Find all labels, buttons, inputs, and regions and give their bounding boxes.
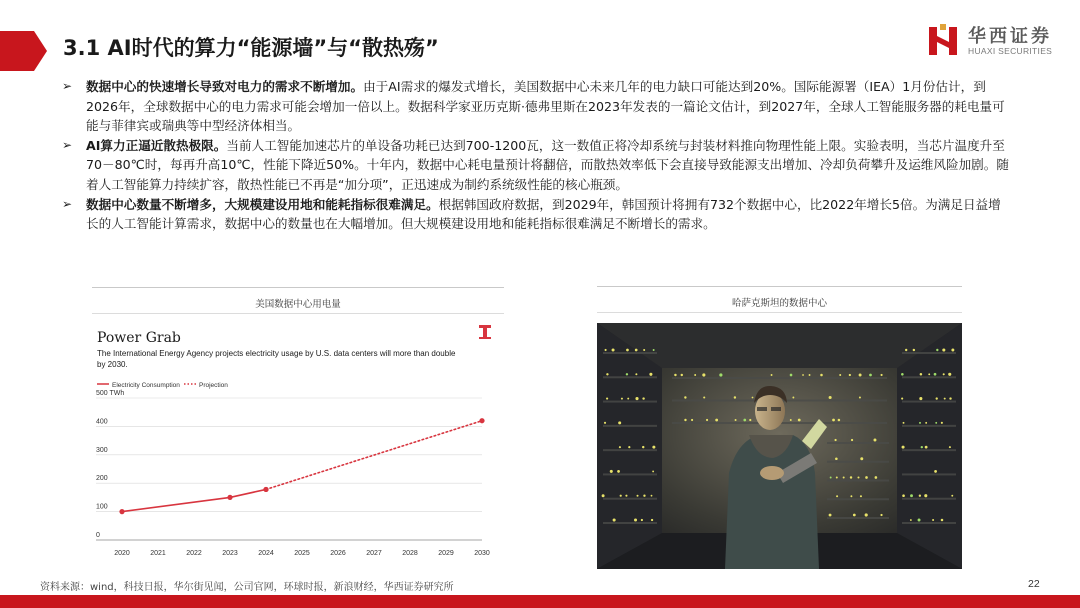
status-light — [839, 374, 841, 376]
right-panel-caption: 哈萨克斯坦的数据中心 — [731, 298, 827, 309]
x-tick-label: 2030 — [474, 550, 490, 557]
status-light — [941, 519, 944, 522]
status-light — [684, 396, 686, 398]
status-light — [949, 397, 951, 399]
status-light — [865, 513, 868, 516]
status-light — [719, 373, 722, 376]
data-point — [119, 509, 124, 514]
status-light — [850, 495, 852, 497]
status-light — [951, 495, 953, 497]
status-light — [625, 495, 627, 497]
rack-shelf — [827, 461, 889, 463]
status-light — [836, 476, 838, 478]
status-light — [875, 476, 878, 479]
status-light — [860, 457, 863, 460]
status-light — [873, 439, 876, 442]
rack-shelf — [603, 522, 657, 524]
rack-shelf — [902, 498, 956, 500]
arrow-bullet-icon: ➢ — [62, 196, 73, 211]
y-tick-label: 200 — [96, 475, 108, 483]
status-light — [771, 374, 773, 376]
status-light — [620, 495, 622, 497]
status-light — [743, 419, 746, 422]
x-tick-label: 2022 — [186, 550, 202, 557]
y-tick-label: 100 — [96, 503, 108, 511]
status-light — [691, 419, 693, 421]
title-accent-bar — [0, 31, 47, 71]
bullet-body: 由于AI需求的爆发式增长，美国数据中心未来几年的电力缺口可能达到20%。国际能源署（IEA）1月份估计，到2026年，全球数据中心的电力需求可能会增加一倍以上。数据科学家亚历克斯·德弗里斯在2023年发表的一篇论文估计，到2027年，全球人工智能服务器的耗电量可能与菲律宾或瑞典等中型经济体相当。 — [86, 79, 1005, 134]
footer-accent-bar — [0, 595, 1080, 608]
status-light — [617, 470, 620, 473]
status-light — [798, 419, 801, 422]
chart-subtitle-line-2: by 2030. — [97, 360, 128, 369]
chart-legend — [97, 382, 228, 389]
panel-caption-rule — [92, 313, 504, 314]
status-light — [919, 422, 921, 424]
status-light — [735, 419, 737, 421]
status-light — [606, 373, 608, 375]
status-light — [925, 422, 927, 424]
status-light — [859, 374, 862, 377]
status-light — [604, 422, 606, 424]
status-light — [853, 514, 856, 517]
status-light — [838, 419, 841, 422]
rack-shelf — [603, 449, 657, 451]
status-light — [921, 446, 923, 448]
status-light — [641, 519, 643, 521]
status-light — [901, 373, 904, 376]
status-light — [905, 349, 907, 351]
status-light — [652, 446, 655, 449]
status-light — [809, 374, 811, 376]
status-light — [606, 398, 608, 400]
rack-shelf — [902, 522, 956, 524]
bullet-lead: AI算力正逼近散热极限。 — [86, 137, 227, 153]
status-light — [910, 519, 912, 521]
company-logo — [928, 24, 1068, 60]
y-tick-label: 0 — [96, 532, 100, 539]
brand-mark-icon — [479, 325, 491, 339]
status-light — [936, 349, 938, 351]
status-light — [934, 373, 937, 376]
status-light — [829, 514, 832, 517]
status-light — [949, 446, 951, 448]
status-light — [880, 374, 882, 376]
y-axis-ticks — [96, 390, 124, 539]
rack-shelf — [603, 401, 657, 403]
status-light — [602, 494, 605, 497]
bullet-list — [60, 77, 1010, 234]
status-light — [857, 476, 859, 478]
status-light — [834, 439, 836, 441]
status-light — [619, 446, 621, 448]
status-light — [792, 397, 794, 399]
status-light — [835, 457, 838, 460]
status-light — [925, 446, 928, 449]
status-light — [674, 374, 676, 376]
status-light — [869, 374, 872, 377]
status-light — [910, 494, 913, 497]
status-light — [934, 470, 937, 473]
rack-shelf — [902, 376, 956, 378]
status-light — [605, 349, 607, 351]
x-tick-label: 2029 — [438, 550, 454, 557]
status-light — [610, 470, 613, 473]
panel-top-rule — [597, 286, 962, 287]
rack-shelf — [902, 425, 956, 427]
status-light — [635, 397, 638, 400]
status-light — [859, 396, 861, 398]
status-light — [941, 422, 943, 424]
rack-shelf — [902, 401, 956, 403]
status-light — [715, 419, 718, 422]
page-number: 22 — [1028, 578, 1040, 590]
status-light — [902, 446, 905, 449]
status-light — [635, 373, 637, 375]
y-tick-label: 300 — [96, 446, 108, 454]
status-light — [948, 373, 951, 376]
status-light — [932, 519, 934, 521]
status-light — [734, 396, 736, 398]
status-light — [865, 476, 868, 479]
bullet-body: 当前人工智能加速芯片的单设备功耗已达到700-1200瓦，这一数值正将冷却系统与封装材料推向物理性能上限。实验表明，当芯片温度升至70－80℃时，每再升高10℃，性能下降近50%。十年内，数据中心耗电量预计将翻倍，而散热效率低下会直接导致能源支出增加、冷却负荷攀升及运维风险加剧。随着人工智能算力持续扩容，散热性能已不再是“加分项”，正迅速成为制约系统级性能的核心瓶颈。 — [86, 137, 1009, 192]
legend-label: Projection — [199, 382, 228, 389]
rack-shelf — [902, 449, 956, 451]
status-light — [653, 349, 655, 351]
arrow-bullet-icon: ➢ — [62, 137, 73, 152]
source-note: 资料来源：wind，科技日报，华尔街见闻，公司官网，环球时报，新浪财经，华西证券研究所 — [40, 582, 454, 593]
rack-shelf — [603, 473, 657, 475]
status-light — [684, 419, 686, 421]
left-panel-caption: 美国数据中心用电量 — [255, 299, 341, 310]
status-light — [651, 495, 653, 497]
status-light — [628, 446, 630, 448]
status-light — [618, 421, 621, 424]
rack-shelf — [603, 376, 657, 378]
rack-shelf — [827, 498, 889, 500]
bullet-lead: 数据中心数量不断增多，大规模建设用地和能耗指标很难满足。 — [86, 196, 439, 212]
status-light — [902, 494, 905, 497]
status-light — [920, 373, 923, 376]
status-light — [694, 374, 696, 376]
status-light — [621, 398, 623, 400]
chart-title: Power Grab — [97, 330, 181, 346]
logo-text-en: HUAXI SECURITIES — [968, 46, 1053, 56]
status-light — [860, 495, 862, 497]
chart-subtitle-line-1: The International Energy Agency projects electricity usage by U.S. data centers will more than double — [97, 349, 456, 358]
x-tick-label: 2021 — [150, 550, 166, 557]
status-light — [918, 519, 921, 522]
x-tick-label: 2020 — [114, 550, 130, 557]
logo-text-cn: 华西证券 — [968, 26, 1052, 47]
y-tick-label: 400 — [96, 418, 108, 426]
status-light — [626, 349, 629, 352]
x-tick-label: 2024 — [258, 550, 274, 557]
status-light — [849, 374, 851, 376]
consumption-line — [122, 489, 266, 511]
bullet-item — [60, 195, 1010, 234]
status-light — [635, 349, 638, 352]
x-tick-label: 2023 — [222, 550, 238, 557]
status-light — [612, 348, 615, 351]
panel-caption-rule — [597, 312, 962, 313]
status-light — [613, 518, 616, 521]
status-light — [642, 446, 644, 448]
y-tick-label: 500 TWh — [96, 390, 125, 397]
huaxi-logo-icon — [928, 24, 958, 57]
status-light — [802, 374, 804, 376]
status-light — [843, 476, 845, 478]
rack-shelf — [603, 425, 657, 427]
status-light — [627, 398, 629, 400]
status-light — [626, 373, 628, 375]
rack-shelf — [827, 480, 889, 482]
legend-label: Electricity Consumption — [112, 382, 180, 389]
rack-shelf — [603, 498, 657, 500]
data-point — [227, 495, 232, 500]
rack-shelf — [902, 473, 956, 475]
status-light — [643, 349, 645, 351]
status-light — [901, 398, 903, 400]
status-light — [880, 514, 882, 516]
status-light — [935, 422, 937, 424]
status-light — [919, 397, 922, 400]
status-light — [830, 477, 832, 479]
status-light — [943, 373, 945, 375]
rack-shelf — [827, 442, 889, 444]
status-light — [681, 374, 683, 376]
status-light — [820, 374, 823, 377]
status-light — [942, 348, 945, 351]
bullet-body: 根据韩国政府数据，到2029年，韩国预计将拥有732个数据中心，比2022年增长5倍。为满足日益增长的人工智能计算需求，数据中心的数量也在大幅增加。但大规模建设用地和能耗指标很难满足不断增长的需求。 — [86, 196, 1001, 232]
status-light — [913, 349, 915, 351]
chart-grid — [96, 398, 482, 540]
x-tick-label: 2026 — [330, 550, 346, 557]
x-tick-label: 2025 — [294, 550, 310, 557]
bullet-lead: 数据中心的快速增长导致对电力的需求不断增加。 — [86, 79, 364, 94]
panel-top-rule — [92, 287, 504, 288]
x-tick-label: 2027 — [366, 550, 382, 557]
status-light — [924, 494, 927, 497]
status-light — [703, 396, 705, 398]
rack-shelf — [827, 517, 889, 519]
server-room-photo — [597, 323, 962, 569]
chart-series — [119, 418, 484, 514]
status-light — [944, 398, 946, 400]
status-light — [790, 374, 793, 377]
status-light — [642, 397, 644, 399]
bullet-item — [60, 77, 1010, 136]
status-light — [936, 397, 938, 399]
x-tick-label: 2028 — [402, 550, 418, 557]
status-light — [651, 519, 653, 521]
status-light — [851, 439, 853, 441]
rack-shelf — [603, 352, 657, 354]
rack-shelf — [902, 352, 956, 354]
data-point — [263, 487, 268, 492]
status-light — [652, 471, 654, 473]
status-light — [850, 476, 852, 478]
status-light — [643, 495, 645, 497]
status-light — [928, 373, 930, 375]
status-light — [752, 397, 754, 399]
x-axis-ticks — [114, 550, 490, 557]
data-point — [479, 418, 484, 423]
status-light — [829, 396, 832, 399]
status-light — [706, 419, 708, 421]
status-light — [919, 495, 921, 497]
page-title: 3.1 AI时代的算力“能源墙”与“散热殇” — [63, 36, 439, 60]
status-light — [836, 495, 838, 497]
status-light — [702, 373, 705, 376]
status-light — [951, 349, 954, 352]
status-light — [649, 373, 652, 376]
status-light — [637, 495, 639, 497]
status-light — [790, 419, 792, 421]
arrow-bullet-icon: ➢ — [62, 79, 73, 93]
status-light — [634, 518, 637, 521]
power-grab-chart — [92, 318, 504, 563]
bullet-item — [60, 136, 1010, 195]
status-light — [832, 419, 835, 422]
status-light — [749, 419, 751, 421]
rack-shelf — [672, 377, 887, 379]
status-light — [903, 422, 905, 424]
